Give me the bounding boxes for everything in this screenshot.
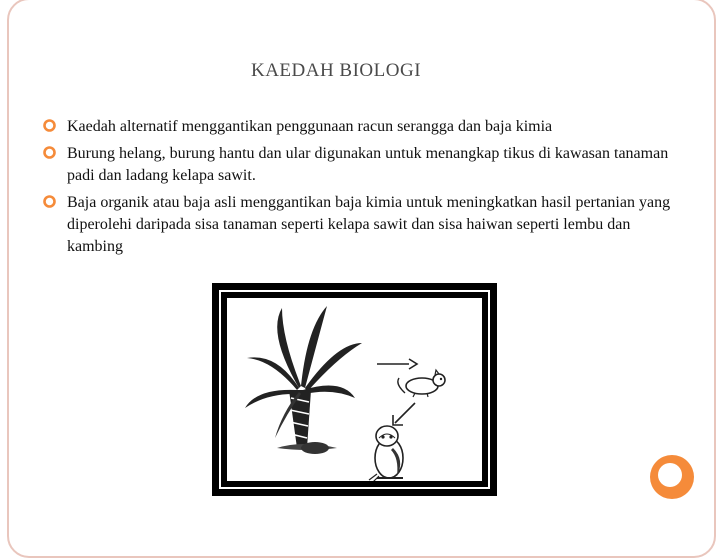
decorative-circle [650, 455, 694, 499]
bullet-item [43, 192, 683, 258]
bullet-icon [43, 146, 56, 159]
food-chain-illustration [227, 298, 482, 481]
food-chain-figure [212, 283, 497, 496]
bullet-text: Baja organik atau baja asli menggantikan baja kimia untuk meningkatkan hasil pertanian yang diperolehi daripada sisa tanaman seperti kelapa sawit dan sisa haiwan seperti lembu dan kambing [67, 194, 671, 255]
owl-icon [369, 426, 403, 481]
bullet-item [43, 143, 683, 187]
slide-title: KAEDAH BIOLOGI [250, 60, 422, 81]
figure-frame [219, 290, 490, 489]
oil-palm-tree-icon [245, 306, 362, 454]
bullet-item [43, 116, 683, 138]
arrow-right-icon [377, 359, 417, 369]
bullet-list [43, 116, 683, 263]
bullet-icon [43, 195, 56, 208]
bullet-icon [43, 119, 56, 132]
bullet-text: Burung helang, burung hantu dan ular digunakan untuk menangkap tikus di kawasan tanaman padi dan ladang kelapa sawit. [67, 145, 669, 184]
figure-canvas [227, 298, 482, 481]
bullet-text: Kaedah alternatif menggantikan penggunaan racun serangga dan baja kimia [67, 118, 553, 135]
rat-icon [398, 370, 445, 397]
arrow-down-left-icon [393, 403, 415, 425]
